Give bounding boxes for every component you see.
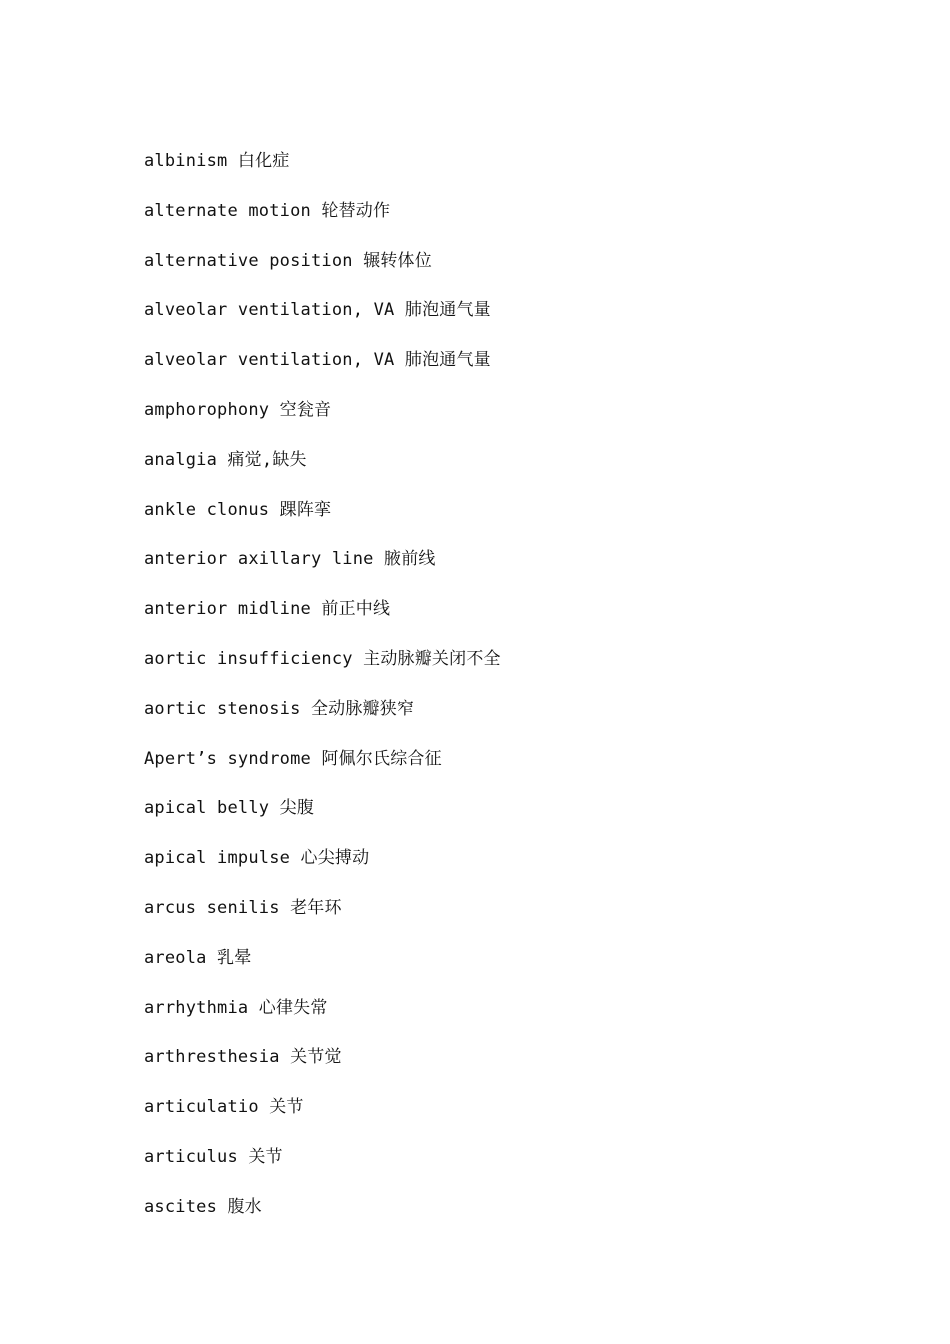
glossary-entry: apical impulse 心尖搏动 [144, 848, 370, 869]
glossary-entry: articulatio 关节 [144, 1097, 304, 1118]
glossary-entry: ascites 腹水 [144, 1196, 262, 1217]
glossary-entry: alveolar ventilation, VA 肺泡通气量 [144, 350, 491, 371]
glossary-entry: arthresthesia 关节觉 [144, 1047, 342, 1068]
glossary-entry: Apert’s syndrome 阿佩尔氏综合征 [144, 748, 442, 769]
glossary-entry: articulus 关节 [144, 1146, 283, 1167]
glossary-entry: anterior axillary line 腋前线 [144, 549, 436, 570]
glossary-entry: arcus senilis 老年环 [144, 897, 342, 918]
glossary-entry: alternate motion 轮替动作 [144, 200, 391, 221]
glossary-entry: areola 乳晕 [144, 947, 252, 968]
glossary-entry: analgia 痛觉,缺失 [144, 449, 307, 470]
glossary-list [144, 148, 501, 1244]
glossary-entry: amphorophony 空瓮音 [144, 399, 332, 420]
glossary-entry: aortic insufficiency 主动脉瓣关闭不全 [144, 648, 501, 669]
glossary-entry: albinism 白化症 [144, 151, 290, 171]
glossary-entry: ankle clonus 踝阵挛 [144, 499, 332, 520]
glossary-entry: apical belly 尖腹 [144, 798, 315, 819]
glossary-entry: arrhythmia 心律失常 [144, 997, 328, 1018]
glossary-entry: alveolar ventilation, VA 肺泡通气量 [144, 300, 491, 321]
glossary-entry: alternative position 辗转体位 [144, 250, 432, 271]
glossary-entry: anterior midline 前正中线 [144, 599, 391, 620]
glossary-entry: aortic stenosis 全动脉瓣狭窄 [144, 698, 415, 719]
